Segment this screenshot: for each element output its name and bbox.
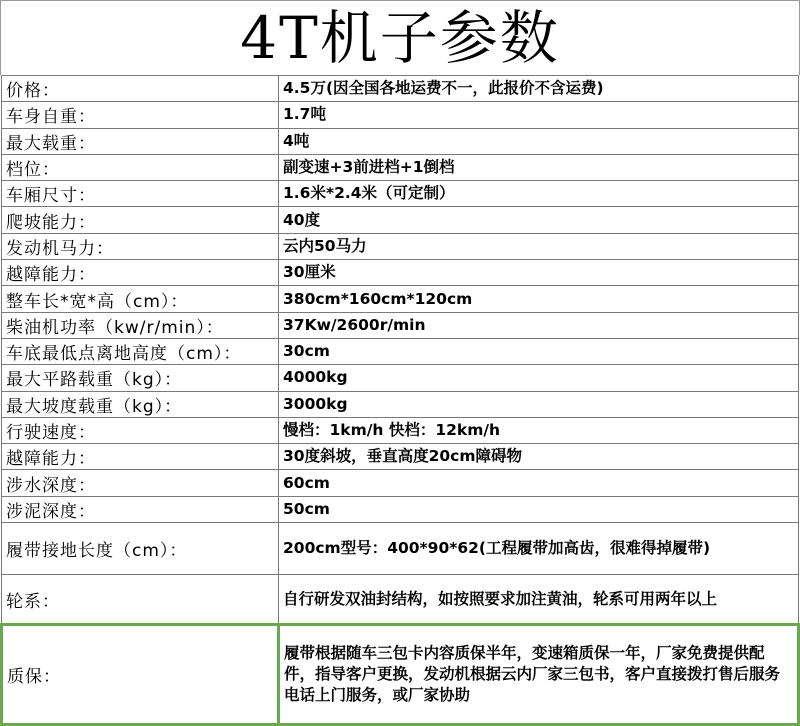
row-label: 发动机马力： [2, 233, 279, 259]
row-value: 云内50马力 [279, 233, 799, 259]
spec-table [0, 75, 800, 726]
row-label: 轮系： [2, 575, 279, 625]
table-row [2, 365, 799, 391]
row-label: 越障能力： [2, 260, 279, 286]
row-label: 最大坡度载重（kg）： [2, 391, 279, 417]
row-label: 爬坡能力： [2, 207, 279, 233]
row-value: 慢档：1km/h 快档：12km/h [279, 417, 799, 443]
table-row [2, 391, 799, 417]
row-label: 车底最低点离地高度（cm）： [2, 338, 279, 364]
row-value: 380cm*160cm*120cm [279, 286, 799, 312]
table-row [2, 76, 799, 102]
table-row-warranty [2, 625, 799, 725]
row-value: 4000kg [279, 365, 799, 391]
table-row [2, 128, 799, 154]
row-value: 60cm [279, 470, 799, 496]
row-value: 4.5万(因全国各地运费不一，此报价不含运费) [279, 76, 799, 102]
row-label: 整车长*宽*高（cm）： [2, 286, 279, 312]
row-value: 37Kw/2600r/min [279, 312, 799, 338]
row-label: 车身自重： [2, 102, 279, 128]
title-row [0, 0, 800, 75]
table-row [2, 102, 799, 128]
row-value: 30厘米 [279, 260, 799, 286]
row-label: 最大平路载重（kg）： [2, 365, 279, 391]
row-label: 柴油机功率（kw/r/min）： [2, 312, 279, 338]
table-row [2, 286, 799, 312]
row-label: 越障能力： [2, 444, 279, 470]
table-row [2, 444, 799, 470]
row-label: 最大载重： [2, 128, 279, 154]
table-row [2, 154, 799, 180]
row-label: 档位： [2, 154, 279, 180]
row-value: 50cm [279, 496, 799, 522]
row-value: 履带根据随车三包卡内容质保半年，变速箱质保一年，厂家免费提供配件，指导客户更换，发动机根据云内厂家三包书，客户直接拨打售后服务电话上门服务，或厂家协助 [279, 625, 799, 725]
row-label: 车厢尺寸： [2, 181, 279, 207]
table-row [2, 312, 799, 338]
row-value: 4吨 [279, 128, 799, 154]
page-title: 4T机子参数 [240, 4, 560, 72]
table-row [2, 523, 799, 575]
row-label: 行驶速度： [2, 417, 279, 443]
row-value: 副变速+3前进档+1倒档 [279, 154, 799, 180]
row-value: 40度 [279, 207, 799, 233]
table-row [2, 260, 799, 286]
table-row [2, 575, 799, 625]
table-row [2, 496, 799, 522]
row-value: 30cm [279, 338, 799, 364]
row-value: 200cm型号：400*90*62(工程履带加高齿，很难得掉履带) [279, 523, 799, 575]
table-row [2, 417, 799, 443]
row-label: 质保： [2, 625, 279, 725]
row-value: 自行研发双油封结构，如按照要求加注黄油，轮系可用两年以上 [279, 575, 799, 625]
row-label: 涉泥深度： [2, 496, 279, 522]
row-value: 1.6米*2.4米（可定制） [279, 181, 799, 207]
table-row [2, 207, 799, 233]
table-row [2, 470, 799, 496]
table-row [2, 233, 799, 259]
row-label: 涉水深度： [2, 470, 279, 496]
table-row [2, 181, 799, 207]
table-row [2, 338, 799, 364]
row-label: 履带接地长度（cm）： [2, 523, 279, 575]
row-value: 1.7吨 [279, 102, 799, 128]
row-value: 30度斜坡，垂直高度20cm障碍物 [279, 444, 799, 470]
row-label: 价格： [2, 76, 279, 102]
row-value: 3000kg [279, 391, 799, 417]
